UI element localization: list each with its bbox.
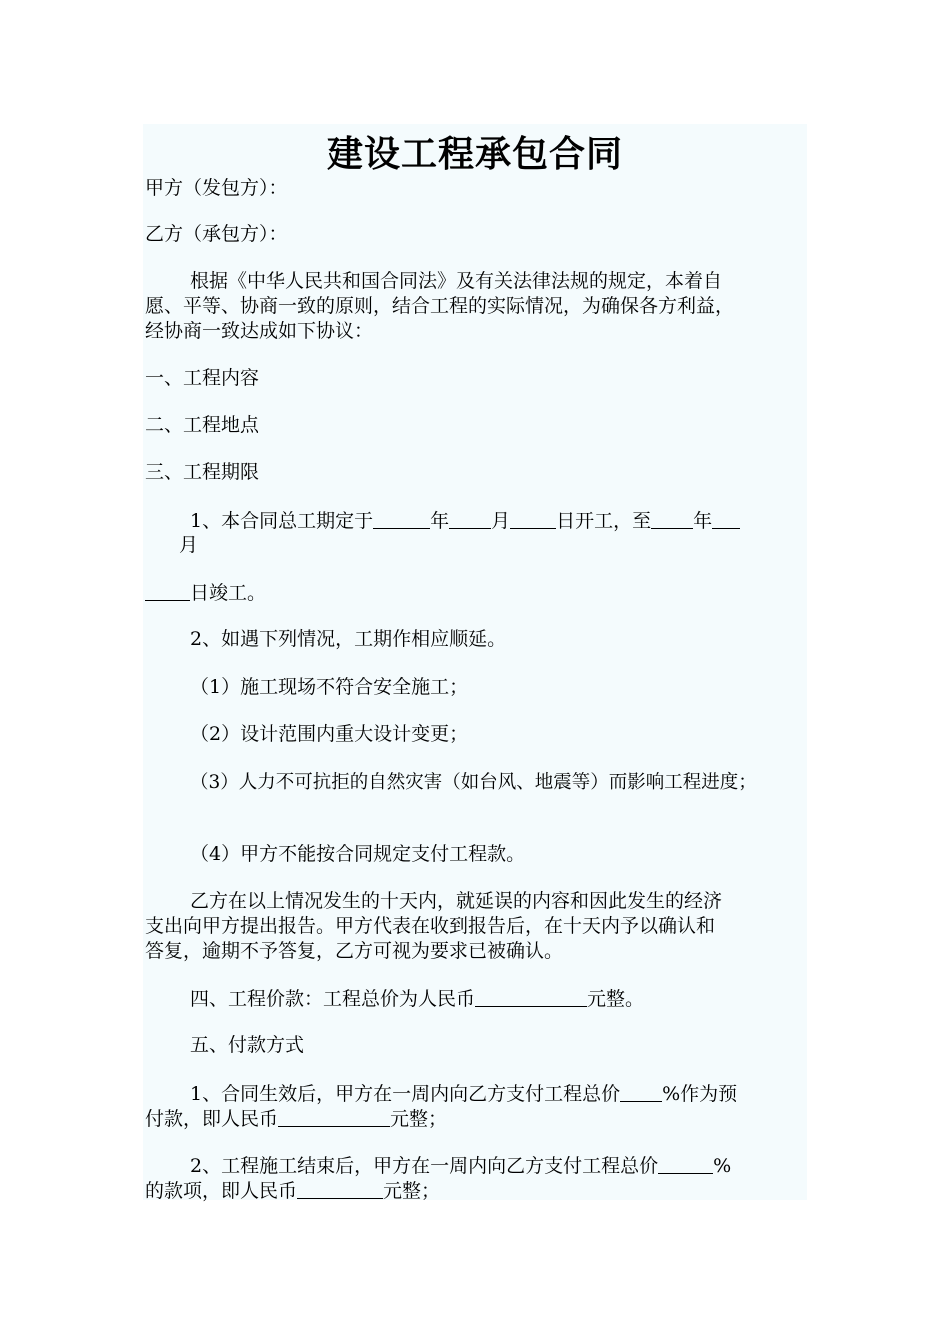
preamble-line-1: 根据《中华人民共和国合同法》及有关法律法规的规定，本着自 (190, 270, 723, 292)
payment-2-text: 2、工程施工结束后，甲方在一周内向乙方支付工程总价 (190, 1154, 659, 1177)
period-item-2: 2、如遇下列情况，工期作相应顺延。 (190, 628, 507, 650)
document-page (143, 124, 807, 1200)
section-heading-location: 二、工程地点 (145, 414, 260, 436)
document-title: 建设工程承包合同 (326, 133, 623, 175)
payment-1-percent-label: %作为预 (662, 1082, 738, 1105)
delay-case-3: （3）人力不可抗拒的自然灾害（如台风、地震等）而影响工程进度； (190, 772, 757, 793)
period-item-1-text: 1、本合同总工期定于 (190, 509, 374, 532)
period-item-1-month: 月 (179, 534, 199, 556)
payment-1-text: 1、合同生效后，甲方在一周内向乙方支付工程总价 (190, 1082, 621, 1105)
delay-para-line-1: 乙方在以上情况发生的十天内，就延误的内容和因此发生的经济 (190, 890, 723, 912)
delay-case-2: （2）设计范围内重大设计变更； (190, 723, 469, 745)
delay-para-line-3: 答复，逾期不予答复，乙方可视为要求已被确认。 (145, 940, 564, 962)
year-label: 年 (430, 509, 450, 532)
payment-2-amount-blank[interactable] (297, 1178, 383, 1199)
end-year-blank[interactable] (651, 508, 693, 529)
period-item-1-line-3 (145, 580, 266, 606)
section-payment: 五、付款方式 (190, 1034, 305, 1056)
end-month-blank[interactable] (712, 508, 740, 529)
payment-1-unit: 元整； (390, 1107, 448, 1130)
delay-para-line-2: 支出向甲方提出报告。甲方代表在收到报告后，在十天内予以确认和 (145, 915, 716, 937)
payment-1-amount-label: 付款，即人民币 (145, 1107, 279, 1130)
preamble-line-2: 愿、平等、协商一致的原则，结合工程的实际情况，为确保各方利益， (145, 295, 735, 317)
start-day-label: 日开工，至 (556, 509, 652, 532)
delay-case-1: （1）施工现场不符合安全施工； (190, 676, 469, 698)
payment-2-line-1 (190, 1153, 731, 1179)
period-item-1-line-1 (190, 508, 740, 534)
price-label: 四、工程价款：工程总价为人民币 (190, 987, 476, 1010)
payment-2-unit: 元整； (383, 1179, 441, 1202)
end-day-blank[interactable] (145, 580, 190, 601)
start-month-blank[interactable] (449, 508, 491, 529)
price-blank[interactable] (475, 986, 587, 1007)
payment-2-amount-label: 的款项，即人民币 (145, 1179, 298, 1202)
payment-1-amount-blank[interactable] (278, 1106, 390, 1127)
start-year-blank[interactable] (373, 508, 430, 529)
delay-case-4: （4）甲方不能按合同规定支付工程款。 (190, 843, 526, 865)
section-heading-period: 三、工程期限 (145, 461, 260, 483)
end-year-label: 年 (693, 509, 713, 532)
payment-1-line-1 (190, 1081, 737, 1107)
party-b-line: 乙方（承包方）： (145, 223, 288, 245)
payment-2-percent-blank[interactable] (658, 1153, 713, 1174)
completion-label: 日竣工。 (190, 581, 267, 604)
start-day-blank[interactable] (510, 508, 556, 529)
payment-1-line-2 (145, 1106, 447, 1132)
payment-2-line-2 (145, 1178, 440, 1204)
payment-2-percent-label: % (713, 1154, 732, 1177)
price-unit: 元整。 (587, 987, 645, 1010)
party-a-line: 甲方（发包方）： (145, 177, 288, 199)
month-label: 月 (491, 509, 511, 532)
payment-1-percent-blank[interactable] (620, 1081, 662, 1102)
section-price (190, 986, 644, 1012)
section-heading-content: 一、工程内容 (145, 367, 260, 389)
preamble-line-3: 经协商一致达成如下协议： (145, 320, 374, 342)
